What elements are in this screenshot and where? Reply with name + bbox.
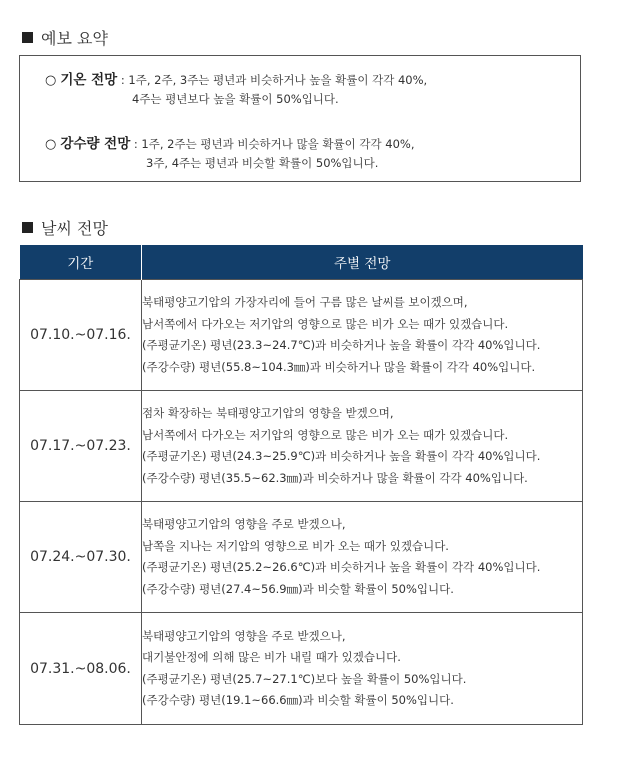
temperature-outlook-line: (주평균기온) 평년(25.2~26.6℃)과 비슷하거나 높을 확률이 각각 40%입니다. [142,560,541,574]
temperature-outlook-line2: 4주는 평년보다 높을 확률이 50%입니다. [132,92,339,106]
period-cell: 07.10.~07.16. [20,280,142,391]
table-row [20,280,583,391]
outlook-cell [142,613,583,725]
outlook-line: 점차 확장하는 북태평양고기압의 영향을 받겠으며, [142,406,394,420]
circle-bullet-icon: ○ [45,137,57,152]
temperature-outlook-line: (주평균기온) 평년(25.7~27.1℃)보다 높을 확률이 50%입니다. [142,671,467,686]
period-cell: 07.17.~07.23. [20,391,142,502]
temperature-outlook-label: 기온 전망 [60,72,118,88]
forecast-title: 날씨 전망 [41,219,108,238]
summary-title: 예보 요약 [41,29,108,48]
precipitation-outlook-line1 [45,132,415,152]
outlook-cell [142,280,583,391]
circle-bullet-icon: ○ [45,73,57,88]
outlook-line: 남서쪽에서 다가오는 저기압의 영향으로 많은 비가 오는 때가 있겠습니다. [142,427,509,442]
outlook-line: 대기불안정에 의해 많은 비가 내릴 때가 있겠습니다. [142,650,401,664]
outlook-cell [142,391,583,502]
precipitation-outlook-line2: 3주, 4주는 평년과 비슷할 확률이 50%입니다. [146,156,379,170]
precipitation-outlook-line: (주강수량) 평년(19.1~66.6㎜)과 비슷할 확률이 50%입니다. [142,693,454,707]
outlook-line: 남서쪽에서 다가오는 저기압의 영향으로 많은 비가 오는 때가 있겠습니다. [142,316,509,331]
outlook-cell [142,502,583,613]
outlook-line: 남쪽을 지나는 저기압의 영향으로 비가 오는 때가 있겠습니다. [142,538,449,553]
temperature-outlook-line1 [45,68,427,88]
summary-box [19,55,581,182]
weekly-forecast-table [19,245,583,725]
forecast-section-title [22,216,108,239]
period-cell: 07.24.~07.30. [20,502,142,613]
weekly-outlook-header: 주별 전망 [142,245,583,280]
table-row [20,613,583,725]
table-header-row [20,245,583,280]
table-row [20,502,583,613]
temperature-outlook-line: (주평균기온) 평년(24.3~25.9℃)과 비슷하거나 높을 확률이 각각 40%입니다. [142,449,541,463]
square-bullet-icon [22,222,33,233]
period-cell: 07.31.~08.06. [20,613,142,725]
precipitation-outlook-line: (주강수량) 평년(35.5~62.3㎜)과 비슷하거나 많을 확률이 각각 40%입니다. [142,470,528,485]
precipitation-outlook-label: 강수량 전망 [60,136,131,152]
outlook-line: 북태평양고기압의 영향을 주로 받겠으나, [142,517,346,531]
outlook-line: 북태평양고기압의 가장자리에 들어 구름 많은 날씨를 보이겠으며, [142,295,468,309]
outlook-line: 북태평양고기압의 영향을 주로 받겠으나, [142,628,346,643]
table-row [20,391,583,502]
square-bullet-icon [22,32,33,43]
precipitation-outlook-text1: : 1주, 2주는 평년과 비슷하거나 많을 확률이 각각 40%, [130,137,415,151]
period-header: 기간 [20,245,142,280]
summary-section-title [22,26,108,49]
temperature-outlook-line: (주평균기온) 평년(23.3~24.7℃)과 비슷하거나 높을 확률이 각각 40%입니다. [142,338,541,352]
precipitation-outlook-line: (주강수량) 평년(55.8~104.3㎜)과 비슷하거나 많을 확률이 각각 40%입니다. [142,359,536,374]
temperature-outlook-text1: : 1주, 2주, 3주는 평년과 비슷하거나 높을 확률이 각각 40%, [117,73,428,87]
precipitation-outlook-line: (주강수량) 평년(27.4~56.9㎜)과 비슷할 확률이 50%입니다. [142,581,454,596]
